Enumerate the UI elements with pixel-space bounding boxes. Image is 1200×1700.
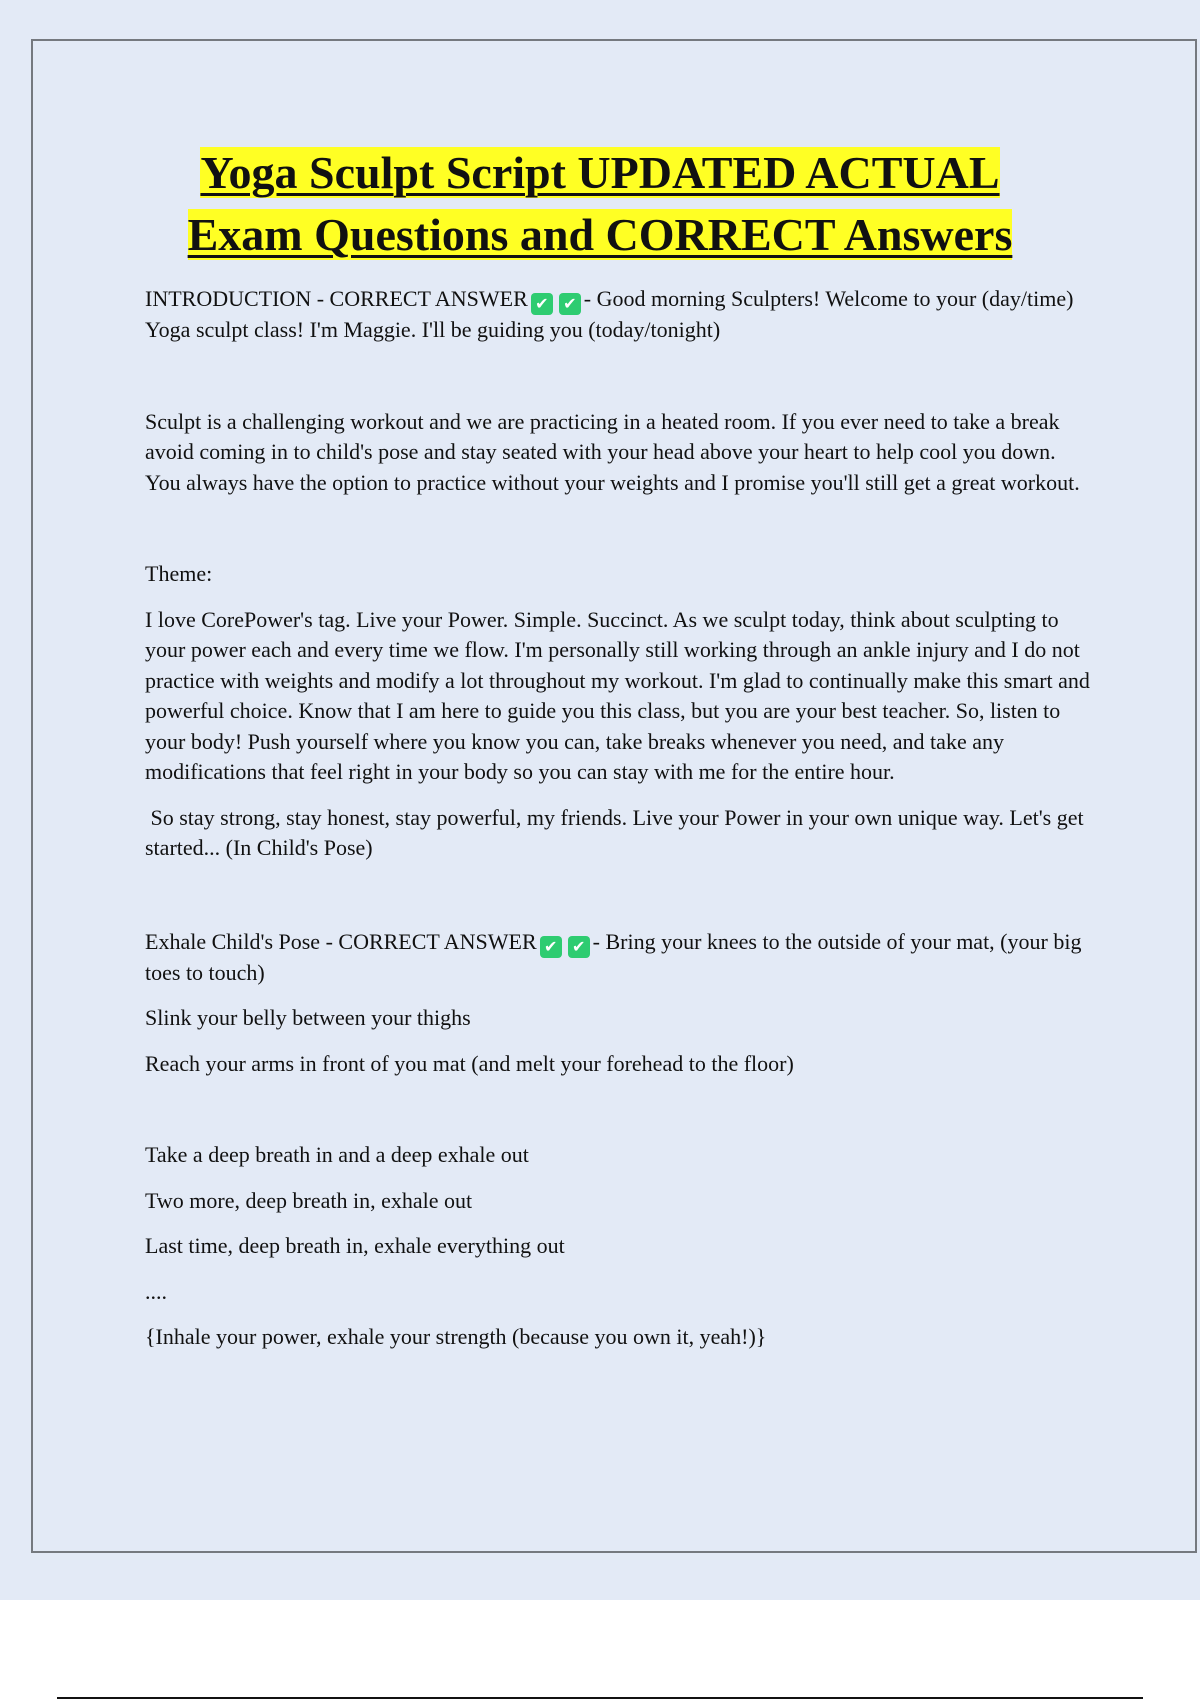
document-body xyxy=(145,284,1095,1353)
stay-strong-paragraph: So stay strong, stay honest, stay powerful, my friends. Live your Power in your own unique way. Let's get started... (In Child's Pose) xyxy=(145,804,1090,860)
sculpt-paragraph: Sculpt is a challenging workout and we are practicing in a heated room. If you ever need to take a break avoid coming in to child's pose and stay seated with your head above your heart to help cool you down. You always have the option to practice without your weights and I promise you'll still get a great workout. xyxy=(145,408,1080,495)
slink-line: Slink your belly between your thighs xyxy=(145,1005,471,1030)
check-box-icon: ✔ xyxy=(540,936,562,958)
childs-pose-paragraph xyxy=(145,927,1095,989)
reach-line: Reach your arms in front of you mat (and melt your forehead to the floor) xyxy=(145,1050,794,1076)
intro-text: - Good morning Sculpters! Welcome to your (day/time) Yoga sculpt class! I'm Maggie. I'll be guiding you (today/tonight) xyxy=(145,286,1074,342)
inhale-line: {Inhale your power, exhale your strength (because you own it, yeah!)} xyxy=(145,1324,767,1349)
bottom-rule xyxy=(57,1697,1143,1699)
breath-line-2: Two more, deep breath in, exhale out xyxy=(145,1187,473,1213)
check-box-icon: ✔ xyxy=(531,293,553,315)
document-title xyxy=(0,142,1200,266)
theme-paragraph: I love CorePower's tag. Live your Power. Simple. Succinct. As we sculpt today, think about sculpting to your power each and every time we flow. I'm personally still working through an ankle injury and I do not practice with weights and modify a lot throughout my workout. I'm glad to continually make this smart and powerful choice. Know that I am here to guide you this class, but you are your best teacher. So, listen to your body! Push yourself where you know you can, take breaks whenever you need, and take any modifications that feel right in your body so you can stay with me for the entire hour. xyxy=(145,606,1090,784)
ellipsis-line: .... xyxy=(145,1278,167,1304)
breath-line-1: Take a deep breath in and a deep exhale out xyxy=(145,1142,529,1167)
childs-pose-text: - Bring your knees to the outside of your mat, (your big toes to touch) xyxy=(145,928,1082,985)
title-line-1: Yoga Sculpt Script UPDATED ACTUAL xyxy=(200,147,1000,198)
theme-label: Theme: xyxy=(145,561,213,586)
check-box-icon: ✔ xyxy=(568,936,590,958)
check-box-icon: ✔ xyxy=(559,293,581,315)
title-line-2: Exam Questions and CORRECT Answers xyxy=(187,209,1013,260)
intro-paragraph xyxy=(145,284,1095,346)
intro-lead: INTRODUCTION - CORRECT ANSWER xyxy=(145,286,528,311)
breath-line-3: Last time, deep breath in, exhale everything out xyxy=(145,1233,565,1258)
childs-pose-lead: Exhale Child's Pose - CORRECT ANSWER xyxy=(145,928,537,954)
